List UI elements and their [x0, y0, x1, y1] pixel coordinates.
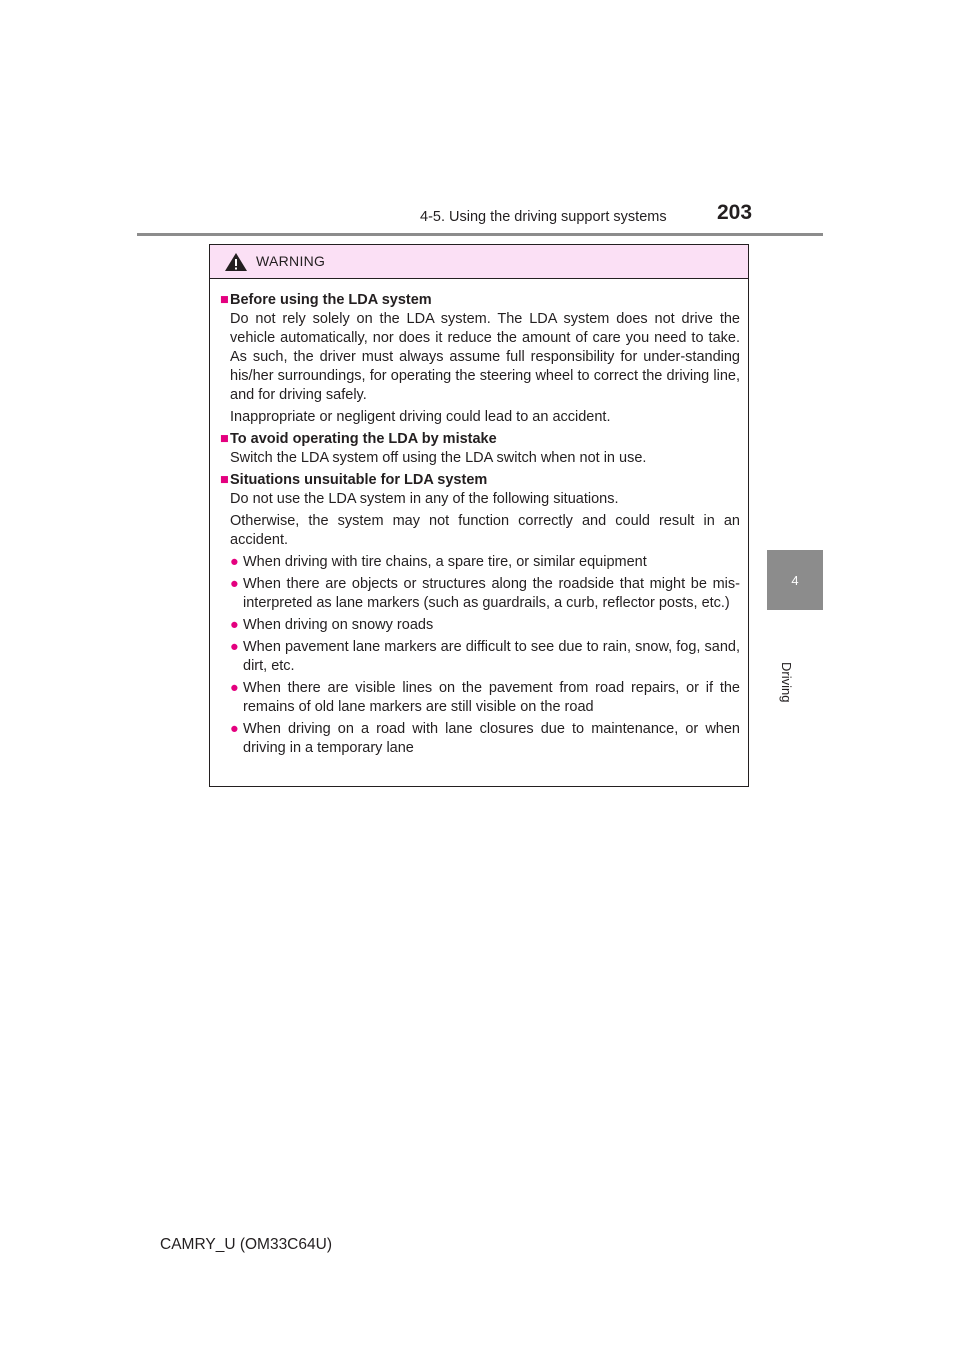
- circle-bullet-icon: ●: [230, 680, 239, 696]
- warning-paragraph: Do not rely solely on the LDA system. The LDA system does not drive the vehicle automatically, nor does it reduce the amount of care you need to take. As such, the driver must always assume full responsibility for under-standing his/her surroundings, for operating the steering wheel to correct the driving line, and for driving safely.: [230, 311, 740, 403]
- warning-section: [220, 471, 740, 758]
- square-bullet-icon: ■: [220, 292, 229, 308]
- warning-section-heading: [220, 430, 740, 449]
- warning-bullet-text: When there are visible lines on the pavement from road repairs, or if the remains of old lane markers are still visible on the road: [243, 680, 740, 715]
- warning-bullet-item: [230, 553, 740, 572]
- warning-bullet-item: [230, 679, 740, 717]
- circle-bullet-icon: ●: [230, 617, 239, 633]
- warning-section-heading: [220, 291, 740, 310]
- warning-bullet-item: [230, 575, 740, 613]
- footer-model-code: CAMRY_U (OM33C64U): [160, 1236, 332, 1253]
- warning-section: [220, 291, 740, 427]
- page-number: 203: [717, 201, 753, 224]
- header-rule: [137, 233, 823, 236]
- warning-paragraph: Inappropriate or negligent driving could lead to an accident.: [230, 409, 611, 425]
- warning-section: [220, 430, 740, 468]
- warning-bullet-text: When driving on a road with lane closures due to maintenance, or when driving in a temporary lane: [243, 721, 740, 756]
- side-tab-chapter-label: Driving: [779, 662, 794, 703]
- warning-bullet-item: [230, 638, 740, 676]
- warning-paragraph: Otherwise, the system may not function correctly and could result in an accident.: [230, 513, 740, 548]
- warning-section-heading-text: Situations unsuitable for LDA system: [230, 472, 488, 488]
- warning-paragraph: Do not use the LDA system in any of the following situations.: [230, 491, 619, 507]
- side-tab-chapter-number: 4: [767, 550, 823, 610]
- warning-bullet-text: When there are objects or structures along the roadside that might be mis-interpreted as lane markers (such as guardrails, a curb, reflector posts, etc.): [243, 576, 740, 611]
- warning-bullet-item: [230, 720, 740, 758]
- warning-section-heading-text: Before using the LDA system: [230, 292, 432, 308]
- square-bullet-icon: ■: [220, 431, 229, 447]
- warning-bullet-item: [230, 616, 740, 635]
- warning-section-heading: [220, 471, 740, 490]
- header-section-title: 4-5. Using the driving support systems: [420, 209, 667, 225]
- square-bullet-icon: ■: [220, 472, 229, 488]
- warning-triangle-icon: [224, 252, 248, 272]
- circle-bullet-icon: ●: [230, 576, 239, 592]
- circle-bullet-icon: ●: [230, 721, 239, 737]
- warning-body: [210, 279, 748, 758]
- warning-title: WARNING: [256, 253, 326, 269]
- warning-box: [209, 244, 749, 787]
- warning-paragraph: Switch the LDA system off using the LDA switch when not in use.: [230, 450, 647, 466]
- warning-bullet-text: When driving on snowy roads: [243, 617, 434, 633]
- warning-bullet-text: When pavement lane markers are difficult to see due to rain, snow, fog, sand, dirt, etc.: [243, 639, 740, 674]
- warning-bullet-text: When driving with tire chains, a spare tire, or similar equipment: [243, 554, 647, 570]
- circle-bullet-icon: ●: [230, 554, 239, 570]
- warning-section-heading-text: To avoid operating the LDA by mistake: [230, 431, 497, 447]
- warning-header: [210, 245, 748, 279]
- circle-bullet-icon: ●: [230, 639, 239, 655]
